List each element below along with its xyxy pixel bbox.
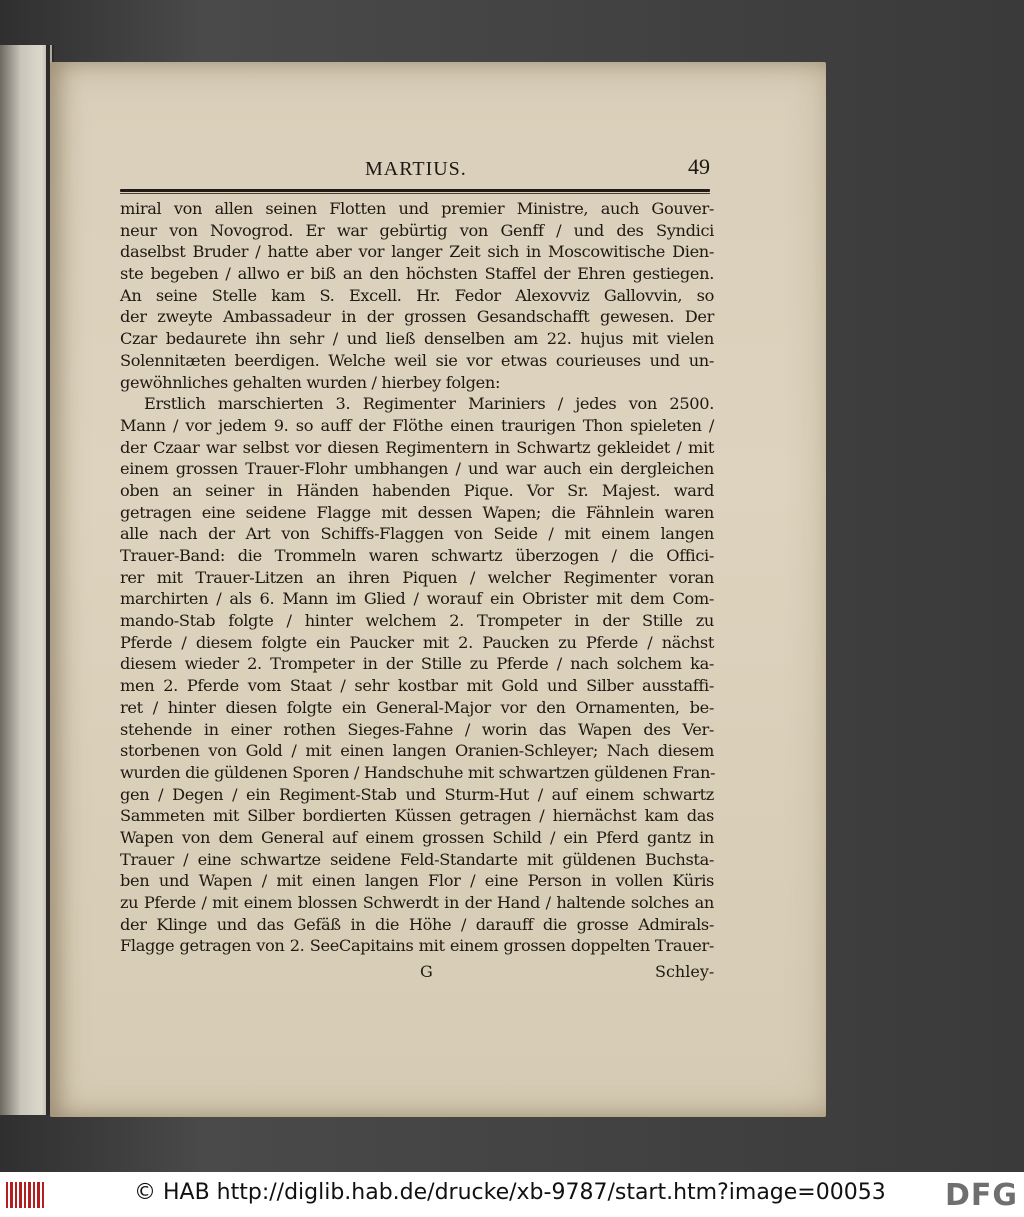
text-line: getragen eine seidene Flagge mit dessen Wapen; die Fähnlein waren [120,502,714,522]
text-line: Solennitæten beerdigen. Welche weil sie vor etwas courieuses und un- [120,350,714,370]
text-line: alle nach der Art von Schiffs-Flaggen von Seide / mit einem langen [120,524,714,544]
footer-bar [0,1172,1024,1217]
hab-logo-icon[interactable] [6,1182,44,1208]
page-number: 49 [688,154,710,179]
text-line: Trauer / eine schwartze seidene Feld-Standarte mit güldenen Buchsta- [120,849,714,869]
text-line: der Czaar war selbst vor diesen Regimentern in Schwartz gekleidet / mit [120,437,714,457]
text-line: ben und Wapen / mit einen langen Flor / eine Person in vollen Küris [120,871,714,891]
text-line: der Klinge und das Gefäß in die Höhe / darauff die grosse Admirals- [120,914,714,934]
text-line: mando-Stab folgte / hinter welchem 2. Trompeter in der Stille zu [120,611,714,631]
text-line: zu Pferde / mit einem blossen Schwerdt in der Hand / haltende solches an [120,893,714,912]
copyright-link[interactable]: © HAB http://diglib.hab.de/drucke/xb-9787/start.htm?image=00053 [134,1180,886,1205]
dfg-logo[interactable]: DFG [944,1178,1018,1213]
text-line: stehende in einer rothen Sieges-Fahne / worin das Wapen des Ver- [120,719,714,739]
text-line: Pferde / diesem folgte ein Paucker mit 2. Paucken zu Pferde / nächst [120,632,714,652]
header-rule-thin [120,193,710,194]
text-line: neur von Novogrod. Er war gebürtig von Genff / und des Syndici [120,220,714,240]
text-line: storbenen von Gold / mit einen langen Oranien-Schleyer; Nach diesem [120,741,714,761]
text-line: rer mit Trauer-Litzen an ihren Piquen / welcher Regimenter voran [120,567,714,587]
text-line: Sammeten mit Silber bordierten Küssen getragen / hiernächst kam das [120,806,714,826]
text-line: Trauer-Band: die Trommeln waren schwartz überzogen / die Offici- [120,546,714,565]
facing-page-edge [0,45,54,1115]
text-line: men 2. Pferde vom Staat / sehr kostbar mit Gold und Silber ausstaffi- [120,676,714,696]
text-line: ste begeben / allwo er biß an den höchsten Staffel der Ehren gestiegen. [120,264,714,284]
text-line: Wapen von dem General auf einem grossen Schild / ein Pferd gantz in [120,827,714,847]
catchword: Schley- [655,962,715,981]
text-line: Erstlich marschierten 3. Regimenter Mariniers / jedes von 2500. [144,394,714,414]
page-header [120,150,710,190]
text-line: ret / hinter diesen folgte ein General-Major vor den Ornamenten, be- [120,697,714,717]
text-line: Czar bedaurete ihn sehr / und ließ denselben am 22. hujus mit vielen [120,329,714,349]
body-text [120,198,714,957]
header-rule [120,189,710,192]
text-line: einem grossen Trauer-Flohr umbhangen / und war auch ein dergleichen [120,459,714,479]
text-line: der zweyte Ambassadeur in der grossen Gesandschafft gewesen. Der [120,307,714,327]
text-line: wurden die güldenen Sporen / Handschuhe mit schwartzen güldenen Fran- [120,762,716,782]
text-line: gewöhnliches gehalten wurden / hierbey folgen: [120,372,501,392]
text-line: Mann / vor jedem 9. so auff der Flöthe einen traurigen Thon spieleten / [120,415,714,435]
text-line: diesem wieder 2. Trompeter in der Stille zu Pferde / nach solchem ka- [120,654,714,674]
running-title: MARTIUS. [365,158,467,180]
text-line: An seine Stelle kam S. Excell. Hr. Fedor Alexovviz Gallovvin, so [120,285,714,305]
text-line: Flagge getragen von 2. SeeCapitains mit einem grossen doppelten Trauer- [120,936,714,956]
text-line: oben an seiner in Händen habenden Pique. Vor Sr. Majest. ward [120,480,714,500]
text-line: marchirten / als 6. Mann im Glied / worauf ein Obrister mit dem Com- [120,589,714,609]
signature-mark: G [420,962,433,981]
text-line: miral von allen seinen Flotten und premier Ministre, auch Gouver- [120,199,714,218]
text-line: gen / Degen / ein Regiment-Stab und Sturm-Hut / auf einem schwartz [120,784,714,804]
text-line: daselbst Bruder / hatte aber vor langer Zeit sich in Moscowitische Dien- [120,242,714,262]
